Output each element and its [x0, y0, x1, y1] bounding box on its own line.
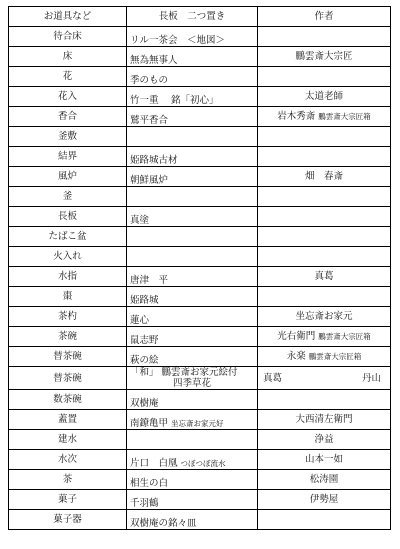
desc-note: つぼつぼ流水	[180, 459, 226, 468]
table-row	[9, 490, 391, 510]
maker-name: 岩木秀斎	[277, 111, 316, 122]
item-cell: 花入	[9, 87, 127, 107]
item-cell: 水次	[9, 450, 127, 470]
maker-box-note: 鵬雲斎大宗匠箱	[318, 112, 371, 121]
maker-cell	[258, 67, 391, 87]
table-row	[9, 510, 391, 530]
desc-cell: 萩の絵	[127, 347, 258, 367]
desc-cell	[127, 410, 258, 430]
table-row	[9, 107, 391, 127]
table-row	[9, 367, 391, 390]
desc-cell: 季のもの	[127, 67, 258, 87]
item-cell: 茶杓	[9, 307, 127, 327]
item-cell: 結界	[9, 147, 127, 167]
table-row	[9, 27, 391, 47]
table-header-row	[9, 7, 391, 27]
maker-cell	[258, 147, 391, 167]
maker-left: 真葛	[263, 372, 283, 384]
desc-cell	[127, 227, 258, 247]
desc-cell: 蓮心	[127, 307, 258, 327]
item-cell: 待合床	[9, 27, 127, 47]
item-cell: 水指	[9, 267, 127, 287]
maker-box-note: 鵬雲斎大宗匠箱	[318, 332, 371, 341]
table-row	[9, 267, 391, 287]
maker-cell: 坐忘斎お家元	[258, 307, 391, 327]
header-desc: 長板 二つ置き	[127, 7, 258, 27]
desc-line-1: 「和」 鵬雲斎お家元絵付	[130, 367, 238, 378]
maker-cell	[258, 327, 391, 347]
table-row	[9, 347, 391, 367]
utensil-table	[8, 6, 391, 530]
maker-cell	[258, 347, 391, 367]
table-row	[9, 247, 391, 267]
desc-note: 坐忘斎お家元好	[171, 419, 224, 428]
desc-cell: 無為無事人	[127, 47, 258, 67]
maker-name: 光右衛門	[277, 331, 316, 342]
desc-cell: 姫路城	[127, 287, 258, 307]
desc-cell: 竹一重 銘「初心」	[127, 87, 258, 107]
table-row	[9, 147, 391, 167]
table-row	[9, 127, 391, 147]
table-row	[9, 390, 391, 410]
desc-cell	[127, 367, 258, 390]
item-cell: 釜敷	[9, 127, 127, 147]
table-row	[9, 87, 391, 107]
table-row	[9, 327, 391, 347]
desc-main: 南鐐亀甲	[130, 418, 169, 429]
item-cell: 建水	[9, 430, 127, 450]
maker-cell	[258, 367, 391, 390]
table-row	[9, 307, 391, 327]
maker-cell	[258, 510, 391, 530]
item-cell: 長板	[9, 207, 127, 227]
item-cell: 棗	[9, 287, 127, 307]
table-row	[9, 187, 391, 207]
header-maker: 作者	[258, 7, 391, 27]
table-row	[9, 47, 391, 67]
item-cell: 菓子器	[9, 510, 127, 530]
item-cell: 替茶碗	[9, 367, 127, 390]
maker-cell: 太道老師	[258, 87, 391, 107]
maker-cell	[258, 187, 391, 207]
desc-cell: 鼠志野	[127, 327, 258, 347]
tea-ceremony-utensil-sheet	[8, 6, 390, 530]
maker-cell: 大西清左衛門	[258, 410, 391, 430]
desc-cell: 相生の白	[127, 470, 258, 490]
maker-cell: 伊勢屋	[258, 490, 391, 510]
item-cell: 火入れ	[9, 247, 127, 267]
desc-cell: 千羽鶴	[127, 490, 258, 510]
desc-cell: 唐津 平	[127, 267, 258, 287]
item-cell: 茶碗	[9, 327, 127, 347]
item-cell: 菓子	[9, 490, 127, 510]
maker-cell: 畑 春斎	[258, 167, 391, 187]
desc-line-2: 四季草花	[172, 378, 211, 389]
maker-cell	[258, 227, 391, 247]
maker-cell	[258, 247, 391, 267]
desc-cell: 姫路城古材	[127, 147, 258, 167]
maker-name: 永楽	[286, 351, 306, 362]
table-row	[9, 450, 391, 470]
item-cell: 替茶碗	[9, 347, 127, 367]
header-item: お道具など	[9, 7, 127, 27]
maker-cell: 山本一如	[258, 450, 391, 470]
table-row	[9, 207, 391, 227]
item-cell: 香合	[9, 107, 127, 127]
item-cell: 茶	[9, 470, 127, 490]
item-cell: 花	[9, 67, 127, 87]
item-cell: 床	[9, 47, 127, 67]
maker-cell	[258, 390, 391, 410]
desc-cell: リル一茶会 ＜地図＞	[127, 27, 258, 47]
table-row	[9, 67, 391, 87]
desc-cell: 真塗	[127, 207, 258, 227]
item-cell: 風炉	[9, 167, 127, 187]
item-cell: 蓋置	[9, 410, 127, 430]
item-cell: 釜	[9, 187, 127, 207]
maker-cell	[258, 287, 391, 307]
maker-cell: 鵬雲斎大宗匠	[258, 47, 391, 67]
maker-cell	[258, 107, 391, 127]
maker-cell: 浄益	[258, 430, 391, 450]
table-row	[9, 470, 391, 490]
desc-cell	[127, 127, 258, 147]
item-cell: たばこ盆	[9, 227, 127, 247]
table-row	[9, 287, 391, 307]
maker-cell	[258, 27, 391, 47]
maker-cell: 松涛園	[258, 470, 391, 490]
maker-right: 丹山	[361, 372, 381, 384]
maker-cell	[258, 127, 391, 147]
maker-box-note: 鵬雲斎大宗匠箱	[308, 352, 362, 361]
desc-cell	[127, 247, 258, 267]
desc-cell: 双樹庵	[127, 390, 258, 410]
item-cell: 数茶碗	[9, 390, 127, 410]
table-row	[9, 410, 391, 430]
desc-cell	[127, 450, 258, 470]
desc-cell: 朝鮮風炉	[127, 167, 258, 187]
table-row	[9, 227, 391, 247]
desc-cell	[127, 187, 258, 207]
table-row	[9, 167, 391, 187]
maker-cell	[258, 207, 391, 227]
maker-cell: 真葛	[258, 267, 391, 287]
desc-cell: 双樹庵の銘々皿	[127, 510, 258, 530]
desc-main: 片口 白凰	[130, 458, 178, 469]
desc-cell	[127, 430, 258, 450]
table-row	[9, 430, 391, 450]
desc-cell: 鷲平香合	[127, 107, 258, 127]
